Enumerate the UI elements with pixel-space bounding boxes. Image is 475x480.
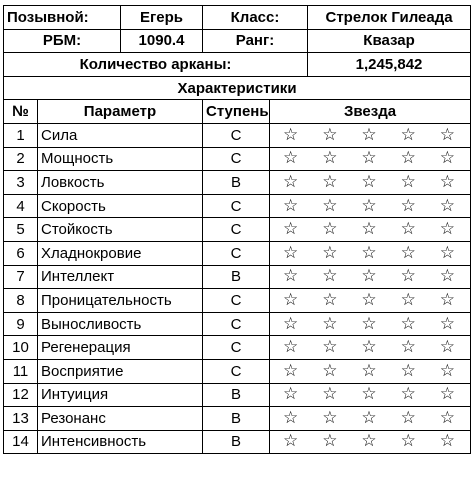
rank-value: Квазар bbox=[308, 29, 471, 53]
star-outline-icon: ☆ bbox=[439, 171, 455, 192]
grade-value: C bbox=[203, 218, 270, 242]
star-group bbox=[273, 171, 467, 192]
table-row bbox=[4, 336, 471, 360]
star-rating bbox=[270, 407, 471, 431]
star-outline-icon: ☆ bbox=[283, 313, 299, 334]
parameter-name: Резонанс bbox=[38, 407, 203, 431]
star-group bbox=[273, 386, 467, 403]
star-outline-icon: ☆ bbox=[400, 431, 416, 452]
callsign-label: Позывной: bbox=[4, 6, 121, 30]
star-outline-icon: ☆ bbox=[439, 124, 455, 145]
rank-label: Ранг: bbox=[203, 29, 308, 53]
star-outline-icon: ☆ bbox=[400, 219, 416, 240]
header-row-2 bbox=[4, 29, 471, 53]
star-outline-icon: ☆ bbox=[283, 407, 299, 428]
header-row-1 bbox=[4, 6, 471, 30]
star-outline-icon: ☆ bbox=[400, 289, 416, 310]
grade-value: B bbox=[203, 171, 270, 195]
star-outline-icon: ☆ bbox=[322, 407, 338, 428]
star-rating bbox=[270, 265, 471, 289]
star-outline-icon: ☆ bbox=[400, 313, 416, 334]
star-outline-icon: ☆ bbox=[322, 171, 338, 192]
table-row bbox=[4, 194, 471, 218]
star-outline-icon: ☆ bbox=[322, 242, 338, 263]
parameter-name: Выносливость bbox=[38, 312, 203, 336]
grade-value: C bbox=[203, 312, 270, 336]
star-group bbox=[273, 313, 467, 334]
star-outline-icon: ☆ bbox=[283, 431, 299, 452]
character-table bbox=[3, 5, 471, 454]
table-row bbox=[4, 123, 471, 147]
star-outline-icon: ☆ bbox=[439, 195, 455, 216]
star-outline-icon: ☆ bbox=[361, 384, 377, 405]
star-outline-icon: ☆ bbox=[400, 171, 416, 192]
star-group bbox=[273, 339, 467, 356]
star-outline-icon: ☆ bbox=[361, 407, 377, 428]
grade-value: C bbox=[203, 336, 270, 360]
table-row bbox=[4, 241, 471, 265]
star-outline-icon: ☆ bbox=[322, 431, 338, 452]
rbm-value: 1090.4 bbox=[121, 29, 203, 53]
star-rating bbox=[270, 430, 471, 454]
class-value: Стрелок Гилеада bbox=[308, 6, 471, 30]
star-group bbox=[273, 433, 467, 450]
star-group bbox=[273, 124, 467, 145]
class-label: Класс: bbox=[203, 6, 308, 30]
star-outline-icon: ☆ bbox=[361, 148, 377, 169]
parameter-name: Интуиция bbox=[38, 383, 203, 407]
table-row bbox=[4, 171, 471, 195]
row-number: 1 bbox=[4, 123, 38, 147]
characteristics-title-row bbox=[4, 76, 471, 100]
parameter-name: Проницательность bbox=[38, 289, 203, 313]
grade-value: B bbox=[203, 430, 270, 454]
star-outline-icon: ☆ bbox=[361, 195, 377, 216]
grade-value: B bbox=[203, 383, 270, 407]
star-outline-icon: ☆ bbox=[361, 431, 377, 452]
star-group bbox=[273, 360, 467, 381]
star-outline-icon: ☆ bbox=[283, 360, 299, 381]
star-group bbox=[273, 195, 467, 216]
arcana-row bbox=[4, 53, 471, 77]
parameter-name: Ловкость bbox=[38, 171, 203, 195]
star-outline-icon: ☆ bbox=[322, 195, 338, 216]
star-group bbox=[273, 242, 467, 263]
grade-value: C bbox=[203, 123, 270, 147]
row-number: 2 bbox=[4, 147, 38, 171]
star-outline-icon: ☆ bbox=[283, 148, 299, 169]
star-outline-icon: ☆ bbox=[322, 384, 338, 405]
star-outline-icon: ☆ bbox=[361, 360, 377, 381]
row-number: 7 bbox=[4, 265, 38, 289]
grade-value: C bbox=[203, 241, 270, 265]
table-row bbox=[4, 147, 471, 171]
star-outline-icon: ☆ bbox=[322, 360, 338, 381]
star-outline-icon: ☆ bbox=[283, 242, 299, 263]
star-rating bbox=[270, 241, 471, 265]
star-outline-icon: ☆ bbox=[361, 337, 377, 358]
star-outline-icon: ☆ bbox=[439, 384, 455, 405]
parameter-name: Интеллект bbox=[38, 265, 203, 289]
star-group bbox=[273, 221, 467, 238]
star-outline-icon: ☆ bbox=[361, 313, 377, 334]
star-group bbox=[273, 289, 467, 310]
star-outline-icon: ☆ bbox=[439, 219, 455, 240]
row-number: 8 bbox=[4, 289, 38, 313]
row-number: 6 bbox=[4, 241, 38, 265]
grade-value: B bbox=[203, 265, 270, 289]
star-outline-icon: ☆ bbox=[400, 195, 416, 216]
arcana-value: 1,245,842 bbox=[308, 53, 471, 77]
star-outline-icon: ☆ bbox=[439, 431, 455, 452]
parameter-name: Интенсивность bbox=[38, 430, 203, 454]
character-sheet bbox=[3, 5, 470, 454]
row-number: 12 bbox=[4, 383, 38, 407]
star-outline-icon: ☆ bbox=[361, 289, 377, 310]
parameter-name: Сила bbox=[38, 123, 203, 147]
parameter-name: Хладнокровие bbox=[38, 241, 203, 265]
star-group bbox=[273, 407, 467, 428]
star-rating bbox=[270, 147, 471, 171]
table-row bbox=[4, 359, 471, 383]
star-outline-icon: ☆ bbox=[283, 171, 299, 192]
star-outline-icon: ☆ bbox=[400, 360, 416, 381]
star-outline-icon: ☆ bbox=[361, 171, 377, 192]
parameter-name: Мощность bbox=[38, 147, 203, 171]
star-rating bbox=[270, 171, 471, 195]
star-outline-icon: ☆ bbox=[400, 407, 416, 428]
star-outline-icon: ☆ bbox=[361, 266, 377, 287]
star-outline-icon: ☆ bbox=[361, 219, 377, 240]
grade-value: C bbox=[203, 359, 270, 383]
star-outline-icon: ☆ bbox=[283, 384, 299, 405]
star-outline-icon: ☆ bbox=[283, 195, 299, 216]
parameter-name: Стойкость bbox=[38, 218, 203, 242]
grade-value: C bbox=[203, 147, 270, 171]
star-outline-icon: ☆ bbox=[361, 124, 377, 145]
star-rating bbox=[270, 312, 471, 336]
star-outline-icon: ☆ bbox=[439, 266, 455, 287]
star-outline-icon: ☆ bbox=[322, 313, 338, 334]
star-outline-icon: ☆ bbox=[400, 266, 416, 287]
star-outline-icon: ☆ bbox=[439, 313, 455, 334]
star-rating bbox=[270, 359, 471, 383]
characteristics-title: Характеристики bbox=[4, 76, 471, 100]
row-number: 5 bbox=[4, 218, 38, 242]
table-row bbox=[4, 383, 471, 407]
column-header-grade: Ступень bbox=[203, 100, 270, 124]
star-outline-icon: ☆ bbox=[322, 124, 338, 145]
parameter-name: Восприятие bbox=[38, 359, 203, 383]
star-outline-icon: ☆ bbox=[283, 219, 299, 240]
row-number: 13 bbox=[4, 407, 38, 431]
row-number: 9 bbox=[4, 312, 38, 336]
star-outline-icon: ☆ bbox=[439, 242, 455, 263]
parameter-name: Скорость bbox=[38, 194, 203, 218]
star-rating bbox=[270, 289, 471, 313]
row-number: 10 bbox=[4, 336, 38, 360]
callsign-value: Егерь bbox=[121, 6, 203, 30]
star-outline-icon: ☆ bbox=[439, 289, 455, 310]
column-header-row bbox=[4, 100, 471, 124]
star-rating bbox=[270, 194, 471, 218]
row-number: 11 bbox=[4, 359, 38, 383]
star-outline-icon: ☆ bbox=[322, 266, 338, 287]
star-outline-icon: ☆ bbox=[283, 289, 299, 310]
star-outline-icon: ☆ bbox=[283, 337, 299, 358]
star-rating bbox=[270, 218, 471, 242]
star-outline-icon: ☆ bbox=[283, 266, 299, 287]
star-outline-icon: ☆ bbox=[400, 384, 416, 405]
star-outline-icon: ☆ bbox=[439, 360, 455, 381]
grade-value: B bbox=[203, 407, 270, 431]
star-group bbox=[273, 268, 467, 285]
star-rating bbox=[270, 336, 471, 360]
parameter-name: Регенерация bbox=[38, 336, 203, 360]
star-outline-icon: ☆ bbox=[322, 219, 338, 240]
column-header-star: Звезда bbox=[270, 100, 471, 124]
row-number: 4 bbox=[4, 194, 38, 218]
column-header-param: Параметр bbox=[38, 100, 203, 124]
column-header-num: № bbox=[4, 100, 38, 124]
grade-value: C bbox=[203, 289, 270, 313]
star-rating bbox=[270, 383, 471, 407]
table-row bbox=[4, 430, 471, 454]
grade-value: C bbox=[203, 194, 270, 218]
star-outline-icon: ☆ bbox=[322, 337, 338, 358]
table-row bbox=[4, 312, 471, 336]
arcana-label: Количество арканы: bbox=[4, 53, 308, 77]
star-outline-icon: ☆ bbox=[283, 124, 299, 145]
star-group bbox=[273, 150, 467, 167]
star-outline-icon: ☆ bbox=[361, 242, 377, 263]
row-number: 3 bbox=[4, 171, 38, 195]
table-row bbox=[4, 265, 471, 289]
star-outline-icon: ☆ bbox=[439, 337, 455, 358]
star-outline-icon: ☆ bbox=[400, 124, 416, 145]
star-rating bbox=[270, 123, 471, 147]
star-outline-icon: ☆ bbox=[400, 148, 416, 169]
rbm-label: РБМ: bbox=[4, 29, 121, 53]
row-number: 14 bbox=[4, 430, 38, 454]
star-outline-icon: ☆ bbox=[322, 148, 338, 169]
table-row bbox=[4, 289, 471, 313]
table-row bbox=[4, 407, 471, 431]
table-row bbox=[4, 218, 471, 242]
star-outline-icon: ☆ bbox=[400, 242, 416, 263]
star-outline-icon: ☆ bbox=[322, 289, 338, 310]
star-outline-icon: ☆ bbox=[400, 337, 416, 358]
star-outline-icon: ☆ bbox=[439, 148, 455, 169]
star-outline-icon: ☆ bbox=[439, 407, 455, 428]
